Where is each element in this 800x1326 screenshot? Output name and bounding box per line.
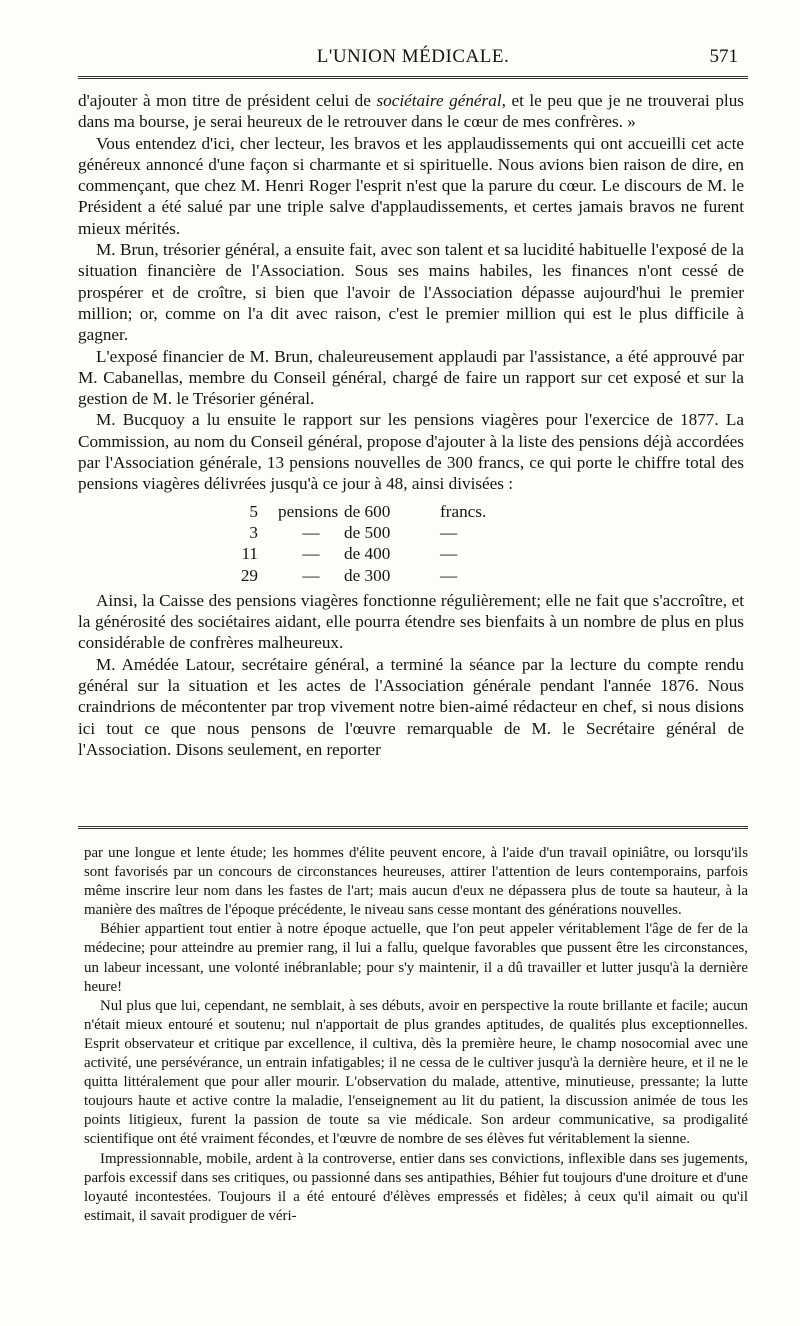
feuilleton-paragraph: par une longue et lente étude; les hommes d'élite peuvent encore, à l'aide d'un travail opiniâtre, ou lorsqu'ils sont favorisés par un concours de circonstances heureuses, attirer l'attention de leurs contemporains, parfois même inscrire leur nom dans les fastes de l'art; mais aucun d'eux ne dépassera plus de toute sa hauteur, à la manière des maîtres de l'époque précédente, le niveau sans cesse montant des générations nouvelles.	[84, 845, 748, 919]
pension-amount: de 400	[344, 544, 391, 564]
pension-unit: —	[440, 522, 458, 542]
pensions-row	[218, 543, 744, 564]
journal-title: L'UNION MÉDICALE.	[316, 46, 510, 67]
paragraph: M. Amédée Latour, secrétaire général, a terminé la séance par la lecture du compte rendu général sur la situation et les actes de l'Association générale pendant l'année 1876. Nous craindrions de mécontenter par trop vivement notre bien-aimé rédacteur en chef, si nous disions ici tout ce que nous pensons de l'œuvre remarquable de M. le Secrétaire général de l'Association. Disons seulement, en reporter	[78, 654, 744, 759]
pensions-row	[218, 501, 744, 522]
feuilleton-paragraph: Nul plus que lui, cependant, ne semblait, à ses débuts, avoir en perspective la route brillante et facile; aucun n'était mieux entouré et soutenu; nul n'apportait de plus grandes aptitudes, de qualités plus exceptionnelles. Esprit observateur et critique par excellence, il cultiva, dès la première heure, le champ nosocomial avec une activité, une persévérance, un entrain infatigables; il ne cessa de le cultiver jusqu'à la dernière heure, et il ne le quitta littéralement que pour aller mourir. L'observation du malade, attentive, minutieuse, pressante; la lutte toujours haute et active contre la maladie, l'enseignement au lit du patient, la discussion animée de tous les points litigieux, furent la passion de toute sa vie médicale. Son ardeur communicative, sa prodigalité scientifique ont été vraiment fécondes, et l'œuvre de nombre de ses élèves fut véritablement la sienne.	[84, 997, 748, 1148]
paragraph-text: , et le peu que je ne trouverai plus dans ma bourse, je serai heureux de le retrouver dans le cœur de mes confrères. »	[78, 91, 744, 132]
feuilleton-text	[84, 844, 748, 1226]
italic-term: sociétaire général	[376, 91, 502, 110]
header-rule	[78, 76, 748, 79]
pension-word: —	[302, 544, 320, 564]
paragraph: L'exposé financier de M. Brun, chaleureusement applaudi par l'assistance, a été approuvé par M. Cabanellas, membre du Conseil général, chargé de faire un rapport sur cet exposé et sur la gestion de M. le Trésorier général.	[78, 346, 744, 409]
paragraph: Ainsi, la Caisse des pensions viagères fonctionne régulièrement; elle ne fait que s'accroître, et la générosité des sociétaires aidant, elle pourra étendre ses bienfaits à un nombre de plus en plus considérable de confrères malheureux.	[78, 590, 744, 653]
pension-unit: —	[440, 565, 458, 585]
pension-amount: de 500	[344, 522, 391, 542]
main-text	[78, 90, 744, 760]
paragraph	[78, 90, 744, 133]
pension-amount: de 600	[344, 501, 391, 521]
page-number: 571	[709, 46, 738, 67]
paragraph: M. Bucquoy a lu ensuite le rapport sur les pensions viagères pour l'exercice de 1877. La Commission, au nom du Conseil général, propose d'ajouter à la liste des pensions déjà accordées par l'Association générale, 13 pensions nouvelles de 300 francs, ce qui porte le chiffre total des pensions viagères délivrées jusqu'à ce jour à 48, ainsi divisées :	[78, 410, 744, 494]
pensions-table	[78, 501, 744, 586]
pension-unit: francs.	[440, 501, 487, 521]
pension-count: 11	[241, 544, 258, 564]
running-header	[78, 46, 748, 72]
paragraph: Vous entendez d'ici, cher lecteur, les bravos et les applaudissements qui ont accueilli cet acte généreux annoncé d'une façon si charmante et si spirituelle. Nous avions bien raison de dire, en commençant, que chez M. Henri Roger l'esprit n'est que la parure du cœur. Le discours de M. le Président a été salué par une triple salve d'applaudissements, et certes jamais bravos ne furent mieux mérités.	[78, 133, 744, 238]
pension-count: 29	[240, 565, 258, 585]
pensions-row	[218, 565, 744, 586]
pension-word: —	[302, 522, 320, 542]
paragraph-text: d'ajouter à mon titre de président celui de	[78, 91, 377, 110]
pension-word: pensions	[278, 501, 339, 521]
paragraph: M. Brun, trésorier général, a ensuite fait, avec son talent et sa lucidité habituelle l'exposé de la situation financière de l'Association. Sous ses mains habiles, les finances n'ont cessé de prospérer et de croître, si bien que l'avoir de l'Association dépasse aujourd'hui le premier million; or, comme on l'a dit avec raison, c'est le premier million qui est le plus difficile à gagner.	[78, 240, 744, 345]
feuilleton-paragraph: Béhier appartient tout entier à notre époque actuelle, que l'on peut appeler véritablement l'âge de fer de la médecine; pour atteindre au premier rang, il lui a fallu, quelque favorables que pussent être les circonstances, un labeur incessant, une volonté inébranlable; pour s'y maintenir, il a dû travailler et lutter jusqu'à la dernière heure!	[84, 921, 748, 995]
feuilleton-rule	[78, 826, 748, 829]
pension-count: 3	[249, 522, 258, 542]
pension-unit: —	[440, 544, 458, 564]
pension-word: —	[302, 565, 320, 585]
feuilleton-paragraph: Impressionnable, mobile, ardent à la controverse, entier dans ses convictions, inflexible dans ses jugements, parfois excessif dans ses critiques, ou passionné dans ses antipathies, Béhier fut toujours d'une droiture et d'une loyauté incontestées. Toujours il a été entouré d'élèves empressés et fidèles; à ceux qu'il aimait ou qu'il estimait, il savait prodiguer de véri-	[84, 1150, 748, 1224]
pensions-row	[218, 522, 744, 543]
pension-amount: de 300	[344, 565, 391, 585]
pension-count: 5	[249, 501, 258, 521]
